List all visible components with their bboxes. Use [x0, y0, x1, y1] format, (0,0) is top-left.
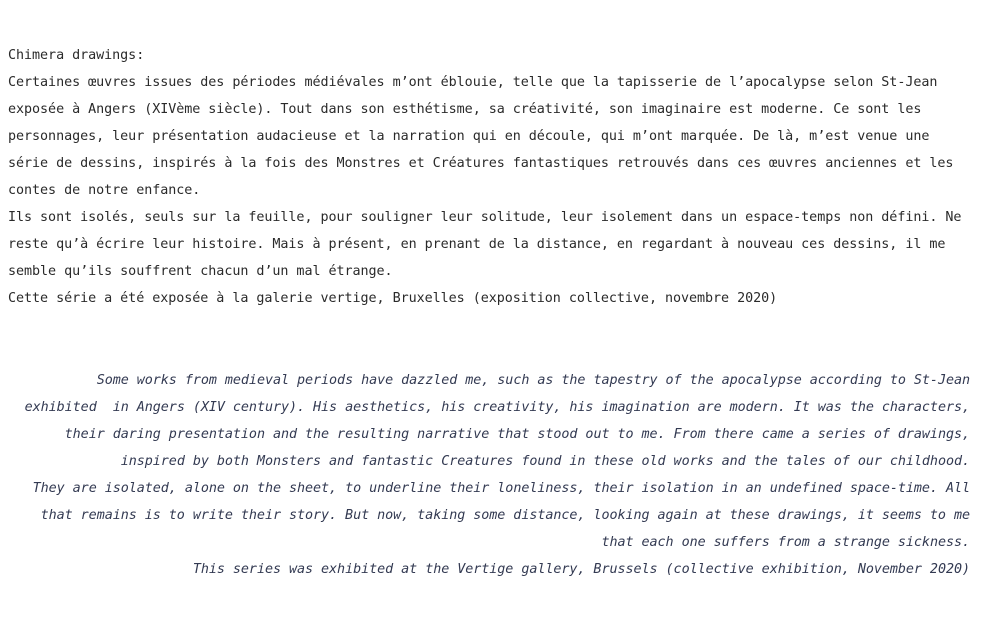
- english-line: Some works from medieval periods have dazzled me, such as the tapestry of the apocalypse according to St-Jean: [96, 373, 970, 388]
- french-text-block: [8, 42, 993, 312]
- english-line: their daring presentation and the resulting narrative that stood out to me. From there came a series of drawings,: [64, 427, 970, 442]
- french-line: reste qu’à écrire leur histoire. Mais à présent, en prenant de la distance, en regardant à nouveau ces dessins, il me: [8, 237, 946, 252]
- english-text-block: [0, 367, 970, 583]
- french-title: Chimera drawings:: [8, 48, 145, 63]
- french-line: Ils sont isolés, seuls sur la feuille, pour souligner leur solitude, leur isolement dans un espace-temps non défini. Ne: [8, 210, 962, 225]
- french-line: semble qu’ils souffrent chacun d’un mal étrange.: [8, 264, 393, 279]
- french-line: exposée à Angers (XIVème siècle). Tout dans son esthétisme, sa créativité, son imaginaire est moderne. Ce sont les: [8, 102, 922, 117]
- french-line: Certaines œuvres issues des périodes médiévales m’ont éblouie, telle que la tapisserie de l’apocalypse selon St-Jean: [8, 75, 938, 90]
- english-line: exhibited in Angers (XIV century). His aesthetics, his creativity, his imagination are modern. It was the characters,: [24, 400, 970, 415]
- english-line: This series was exhibited at the Vertige gallery, Brussels (collective exhibition, November 2020): [192, 562, 970, 577]
- french-line: personnages, leur présentation audacieuse et la narration qui en découle, qui m’ont marquée. De là, m’est venue une: [8, 129, 930, 144]
- french-line: Cette série a été exposée à la galerie vertige, Bruxelles (exposition collective, novembre 2020): [8, 291, 778, 306]
- english-line: that each one suffers from a strange sickness.: [601, 535, 970, 550]
- french-line: série de dessins, inspirés à la fois des Monstres et Créatures fantastiques retrouvés dans ces œuvres anciennes et les: [8, 156, 954, 171]
- english-line: They are isolated, alone on the sheet, to underline their loneliness, their isolation in an undefined space-time. All: [32, 481, 970, 496]
- english-line: that remains is to write their story. But now, taking some distance, looking again at these drawings, it seems to me: [40, 508, 970, 523]
- french-line: contes de notre enfance.: [8, 183, 201, 198]
- english-line: inspired by both Monsters and fantastic Creatures found in these old works and the tales of our childhood.: [120, 454, 970, 469]
